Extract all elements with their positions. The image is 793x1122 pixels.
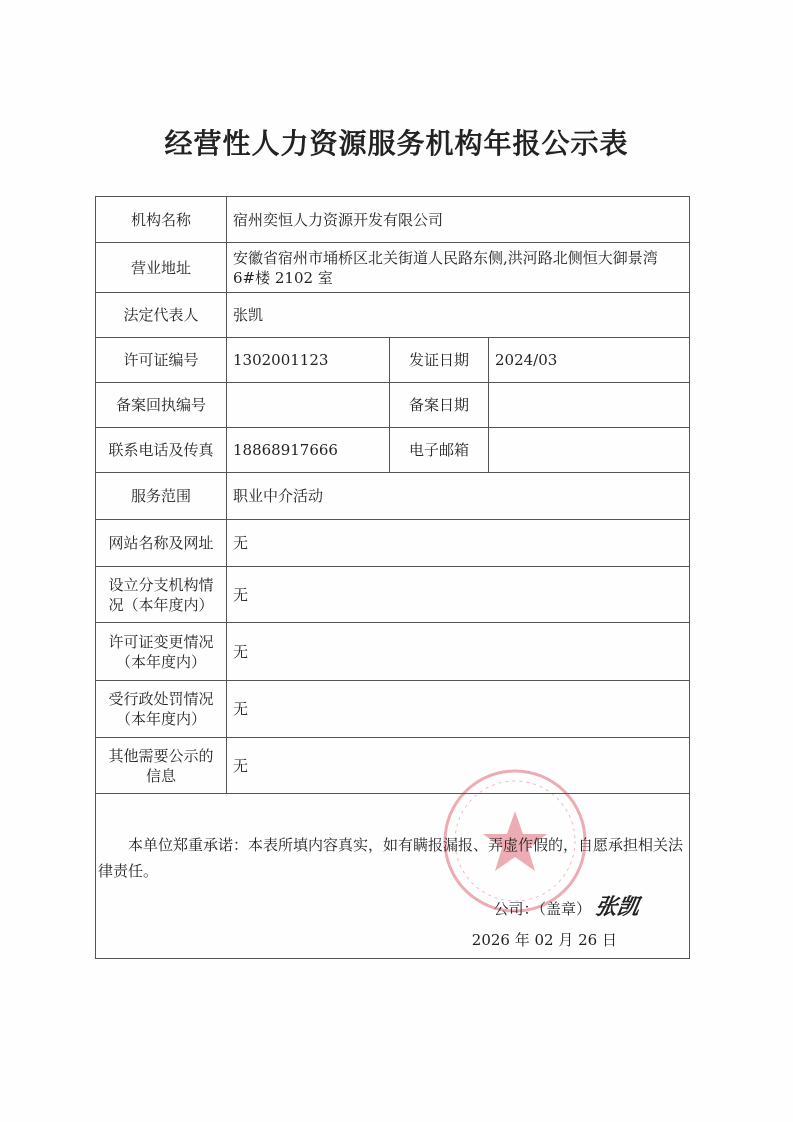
table-row — [96, 243, 690, 293]
table-row — [96, 383, 690, 428]
label: 发证日期 — [390, 338, 489, 383]
value: 无 — [227, 738, 690, 794]
table-row — [96, 623, 690, 681]
label: 电子邮箱 — [390, 428, 489, 473]
label: 许可证编号 — [96, 338, 227, 383]
label: 其他需要公示的信息 — [96, 738, 227, 794]
sign-date: 2026 年 02 月 26 日 — [471, 931, 617, 949]
label: 设立分支机构情况（本年度内） — [96, 567, 227, 623]
value — [489, 428, 690, 473]
report-table — [95, 196, 690, 959]
label: 营业地址 — [96, 243, 227, 293]
label: 许可证变更情况（本年度内） — [96, 623, 227, 681]
table-row — [96, 520, 690, 567]
label: 网站名称及网址 — [96, 520, 227, 567]
value: 宿州奕恒人力资源开发有限公司 — [227, 197, 690, 243]
value — [489, 383, 690, 428]
value: 职业中介活动 — [227, 473, 690, 520]
table-row — [96, 338, 690, 383]
value: 2024/03 — [489, 338, 690, 383]
value: 1302001123 — [227, 338, 390, 383]
value: 18868917666 — [227, 428, 390, 473]
label: 法定代表人 — [96, 293, 227, 338]
label: 服务范围 — [96, 473, 227, 520]
label: 备案回执编号 — [96, 383, 227, 428]
table-row — [96, 473, 690, 520]
value: 无 — [227, 623, 690, 681]
value: 张凯 — [227, 293, 690, 338]
page-title: 经营性人力资源服务机构年报公示表 — [164, 127, 629, 160]
value: 安徽省宿州市埇桥区北关街道人民路东侧,洪河路北侧恒大御景湾 6#楼 2102 室 — [227, 243, 690, 293]
value: 无 — [227, 567, 690, 623]
label: 机构名称 — [96, 197, 227, 243]
label: 联系电话及传真 — [96, 428, 227, 473]
company-seal-line — [493, 895, 642, 920]
company-seal-label: 公司：（盖章） — [493, 900, 591, 918]
promise-row — [96, 794, 690, 959]
label: 受行政处罚情况（本年度内） — [96, 681, 227, 738]
table-row — [96, 197, 690, 243]
value — [227, 383, 390, 428]
value: 无 — [227, 520, 690, 567]
table-row — [96, 567, 690, 623]
table-row — [96, 428, 690, 473]
table-row — [96, 681, 690, 738]
table-row — [96, 738, 690, 794]
table-row — [96, 293, 690, 338]
promise-text: 本单位郑重承诺：本表所填内容真实，如有瞒报漏报、弄虚作假的，自愿承担相关法律责任。 — [98, 836, 684, 880]
signature: 张凯 — [592, 895, 642, 920]
value: 无 — [227, 681, 690, 738]
label: 备案日期 — [390, 383, 489, 428]
